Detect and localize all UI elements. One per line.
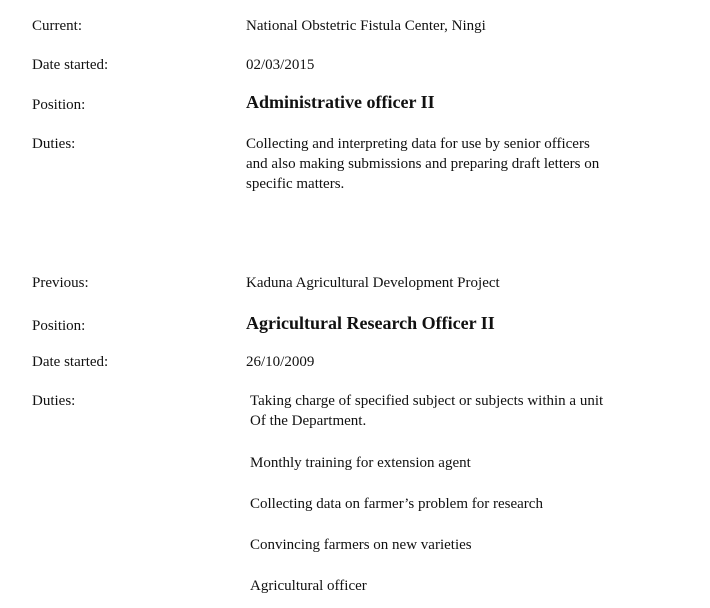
previous-duty-item-1: Monthly training for extension agent — [250, 455, 471, 471]
previous-duty-item-3: Convincing farmers on new varieties — [250, 537, 472, 553]
current-duties-line-3: specific matters. — [246, 176, 345, 192]
previous-date: 26/10/2009 — [246, 354, 315, 370]
current-employer: National Obstetric Fistula Center, Ningi — [246, 18, 486, 34]
current-position: Administrative officer II — [246, 92, 435, 112]
current-duties-line-2: and also making submissions and preparing draft letters on — [246, 156, 600, 172]
previous-employer: Kaduna Agricultural Development Project — [246, 275, 500, 291]
current-date-label: Date started: — [32, 57, 109, 73]
previous-position: Agricultural Research Officer II — [246, 313, 495, 333]
previous-duties-line-2: Of the Department. — [250, 413, 367, 429]
previous-label: Previous: — [32, 275, 89, 291]
current-duties-label: Duties: — [32, 136, 76, 152]
current-label: Current: — [32, 18, 82, 34]
current-duties-line-1: Collecting and interpreting data for use by senior officers — [246, 136, 590, 152]
previous-date-label: Date started: — [32, 354, 109, 370]
previous-duty-item-2: Collecting data on farmer’s problem for research — [250, 496, 543, 512]
current-date: 02/03/2015 — [246, 57, 315, 73]
current-position-label: Position: — [32, 97, 86, 113]
previous-duties-label: Duties: — [32, 393, 76, 409]
previous-duty-item-4: Agricultural officer — [250, 578, 367, 594]
previous-duties-line-1: Taking charge of specified subject or subjects within a unit — [250, 393, 604, 409]
previous-position-label: Position: — [32, 318, 86, 334]
